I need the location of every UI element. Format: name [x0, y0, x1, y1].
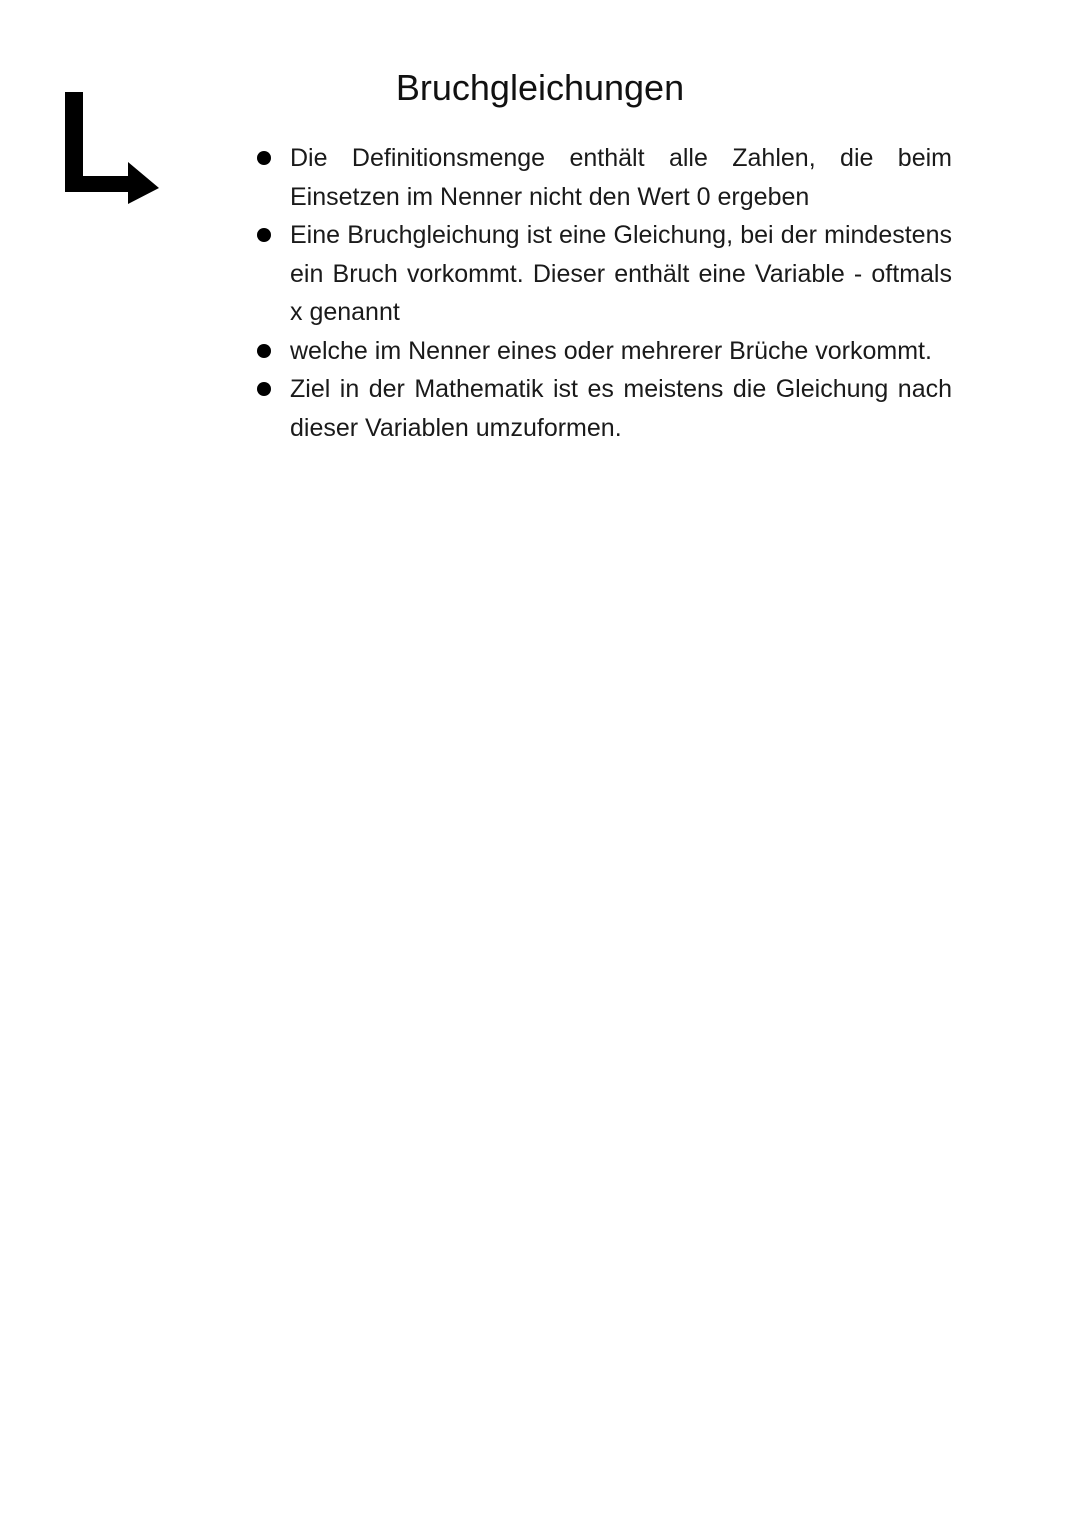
list-item-text: Die Definitionsmenge enthält alle Zahlen, die beim Einsetzen im Nenner nicht den Wert 0 ergeben [290, 144, 952, 211]
bullet-icon [257, 151, 271, 165]
page-title: Bruchgleichungen [395, 67, 685, 108]
bullet-icon [257, 382, 271, 396]
list-item [250, 370, 952, 447]
list-item [250, 139, 952, 216]
bullet-icon [257, 228, 271, 242]
bullet-icon [257, 344, 271, 358]
list-item-text: Eine Bruchgleichung ist eine Gleichung, bei der mindestens ein Bruch vorkommt. Dieser enthält eine Variable - oftmals x genannt [290, 221, 952, 326]
list-item [250, 332, 952, 371]
bullet-list [250, 139, 952, 447]
list-item [250, 216, 952, 332]
list-item-text: welche im Nenner eines oder mehrerer Brüche vorkommt. [290, 336, 932, 365]
list-item-text: Ziel in der Mathematik ist es meistens die Gleichung nach dieser Variablen umzuformen. [290, 375, 952, 442]
